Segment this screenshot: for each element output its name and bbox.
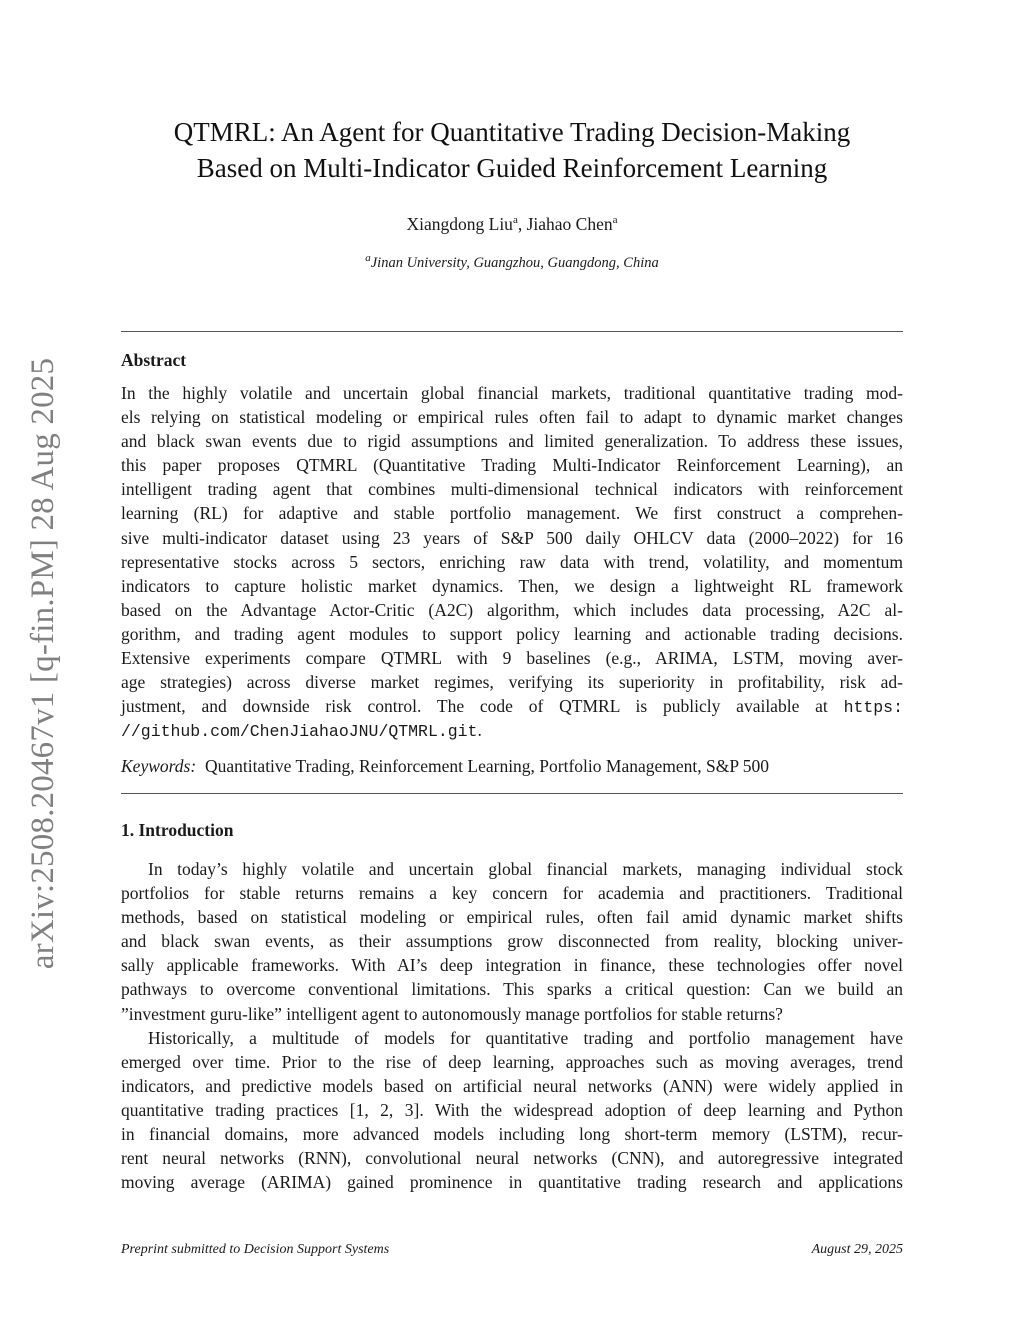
abstract-line: In the highly volatile and uncertain global financial markets, traditional quantitative trading mod- [121, 383, 903, 403]
abstract-line: based on the Advantage Actor-Critic (A2C) algorithm, which includes data processing, A2C al- [121, 599, 903, 620]
author-affiliation-mark-2: a [612, 214, 618, 227]
code-url-part-2[interactable]: //github.com/ChenJiahaoJNU/QTMRL.git [121, 722, 478, 742]
abstract-line: els relying on statistical modeling or empirical rules often fail to adapt to dynamic market changes [121, 407, 903, 428]
intro-line: moving average (ARIMA) gained prominence in quantitative trading research and applications [121, 1172, 903, 1193]
intro-line: ”investment guru-like” intelligent agent to autonomously manage portfolios for stable returns? [121, 1003, 783, 1024]
section-heading-introduction: 1. Introduction [121, 820, 234, 840]
abstract-heading: Abstract [121, 350, 187, 370]
intro-line: In today’s highly volatile and uncertain global financial markets, managing individual stock [148, 859, 903, 879]
intro-line: pathways to overcome conventional limitations. This sparks a critical question: Can we build an [121, 979, 903, 1000]
intro-line: sally applicable frameworks. With AI’s deep integration in finance, these technologies offer novel [121, 955, 903, 976]
intro-line: emerged over time. Prior to the rise of deep learning, approaches such as moving averages, trend [121, 1051, 903, 1072]
intro-line: in financial domains, more advanced models including long short-term memory (LSTM), recur- [121, 1124, 903, 1145]
author-affiliation-mark-1: a [512, 214, 518, 227]
abstract-line: and black swan events due to rigid assumptions and limited generalization. To address these issues, [121, 431, 903, 452]
abstract-line-text: justment, and downside risk control. The code of QTMRL is publicly available at [121, 696, 844, 717]
intro-line: Historically, a multitude of models for quantitative trading and portfolio management have [148, 1027, 903, 1048]
author-list [121, 212, 903, 236]
abstract-line: Extensive experiments compare QTMRL with 9 baselines (e.g., ARIMA, LSTM, moving aver- [121, 648, 903, 669]
intro-line: rent neural networks (RNN), convolutional neural networks (CNN), and autoregressive integrated [121, 1148, 903, 1169]
title-line-1: QTMRL: An Agent for Quantitative Trading Decision-Making [173, 117, 851, 147]
intro-line: portfolios for stable returns remains a key concern for academia and practitioners. Traditional [121, 883, 903, 904]
arxiv-identifier-text: arXiv:2508.20467v1 [q-fin.PM] 28 Aug 2025 [25, 357, 62, 969]
keywords-label: Keywords: [121, 756, 197, 776]
abstract-line: sive multi-indicator dataset using 23 years of S&P 500 daily OHLCV data (2000–2022) for 16 [121, 527, 903, 548]
abstract-line: learning (RL) for adaptive and stable portfolio management. We first construct a comprehen- [121, 503, 903, 524]
intro-line: indicators, and predictive models based on artificial neural networks (ANN) were widely applied in [121, 1075, 903, 1096]
footer-submission-note: Preprint submitted to Decision Support Systems [121, 1242, 390, 1257]
abstract-body [121, 381, 903, 742]
arxiv-identifier-stamp [20, 347, 68, 979]
abstract-line-end: . [477, 720, 482, 741]
keywords [121, 754, 769, 778]
affiliation [121, 253, 903, 273]
code-url-part-1[interactable]: https: [843, 698, 903, 718]
abstract-line: gorithm, and trading agent modules to support policy learning and actionable trading decisions. [121, 623, 903, 644]
abstract-line: age strategies) across diverse market regimes, verifying its superiority in profitability, risk ad- [121, 672, 903, 693]
abstract-line: representative stocks across 5 sectors, enriching raw data with trend, volatility, and momentum [121, 551, 903, 572]
affiliation-mark: a [365, 252, 371, 265]
footer-date: August 29, 2025 [811, 1242, 903, 1257]
keywords-text: Quantitative Trading, Reinforcement Learning, Portfolio Management, S&P 500 [204, 756, 770, 776]
abstract-top-rule [121, 331, 903, 332]
introduction-body [121, 857, 903, 1194]
abstract-line [121, 718, 903, 742]
author-separator: , [517, 214, 527, 234]
abstract-line: intelligent trading agent that combines multi-dimensional technical indicators with reinforcement [121, 479, 903, 500]
abstract-line [121, 694, 903, 718]
intro-line: methods, based on statistical modeling or empirical rules, often fail amid dynamic market shifts [121, 907, 903, 928]
author-name-1: Xiangdong Liu [406, 214, 513, 234]
abstract-line: indicators to capture holistic market dynamics. Then, we design a lightweight RL framework [121, 575, 903, 596]
paper-title [121, 114, 903, 186]
author-name-2: Jiahao Chen [526, 214, 613, 234]
affiliation-text: Jinan University, Guangzhou, Guangdong, China [370, 255, 659, 271]
title-line-2: Based on Multi-Indicator Guided Reinforcement Learning [196, 153, 828, 183]
intro-line: quantitative trading practices [1, 2, 3]. With the widespread adoption of deep learning and Python [121, 1099, 903, 1120]
abstract-line: this paper proposes QTMRL (Quantitative Trading Multi-Indicator Reinforcement Learning), an [121, 455, 903, 476]
intro-line: and black swan events, as their assumptions grow disconnected from reality, blocking univer- [121, 931, 903, 952]
abstract-bottom-rule [121, 793, 903, 794]
